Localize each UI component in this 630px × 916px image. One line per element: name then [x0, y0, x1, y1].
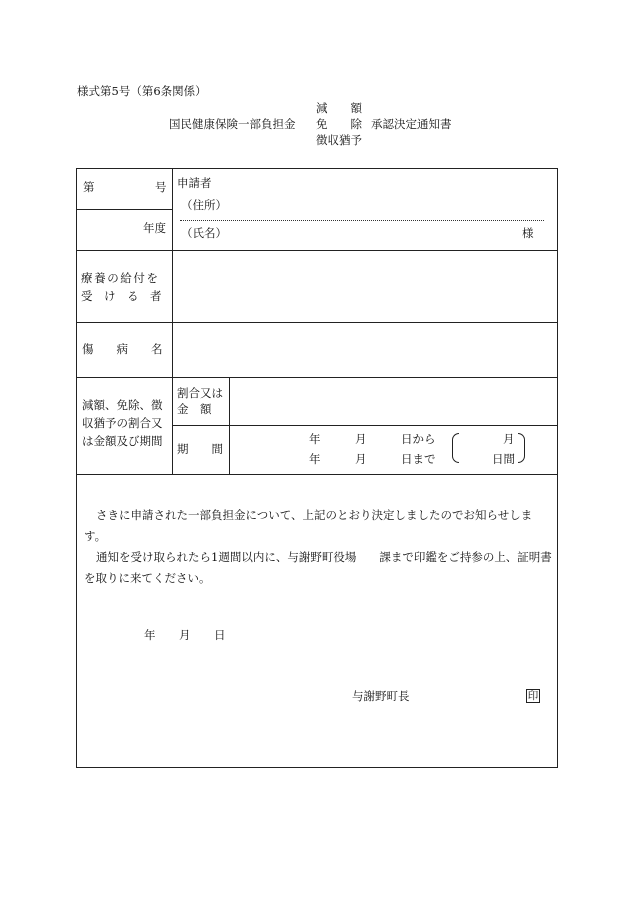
date-month: 月 — [179, 628, 191, 642]
number-label-right: 号 — [155, 180, 167, 194]
row-divider-2 — [76, 322, 558, 323]
name-label: （氏名） — [181, 226, 227, 240]
title-suffix: 承認決定通知書 — [371, 117, 452, 131]
row-divider-3 — [76, 377, 558, 378]
form-number: 様式第5号（第6条関係） — [77, 84, 207, 98]
reduction-label-line2: 収猶予の割合又 — [82, 416, 163, 430]
number-label-left: 第 — [83, 180, 95, 194]
period-to-year: 年 — [309, 452, 321, 466]
notice-paragraph-1: さきに申請された一部負担金について、上記のとおり決定しましたのでお知らせします。 — [84, 508, 533, 543]
row-divider-1 — [76, 250, 558, 251]
address-label: （住所） — [181, 198, 227, 212]
date-day: 日 — [214, 628, 226, 642]
reduction-label-line1: 減額、免除、徴 — [82, 398, 163, 412]
number-year-divider — [76, 209, 172, 210]
recipient-label-line2: 受 け る 者 — [81, 289, 162, 303]
issuer-name: 与謝野町長 — [352, 689, 410, 703]
sublabel-column-divider — [229, 377, 230, 475]
duration-days-unit: 日間 — [492, 452, 515, 466]
period-to-day: 日まで — [401, 452, 436, 466]
period-to-month: 月 — [355, 452, 367, 466]
reduction-label-line3: は金額及び期間 — [82, 434, 163, 448]
year-label: 年度 — [143, 221, 166, 235]
period-from-month: 月 — [355, 432, 367, 446]
left-paren-bracket — [452, 433, 459, 463]
duration-months-unit: 月 — [503, 432, 515, 446]
title-prefix: 国民健康保険一部負担金 — [169, 117, 296, 131]
right-paren-bracket — [518, 433, 525, 463]
honorific: 様 — [522, 226, 534, 240]
recipient-label-line1: 療養の給付を — [81, 271, 160, 285]
disease-label: 傷 病 名 — [82, 342, 163, 356]
period-from-year: 年 — [309, 432, 321, 446]
date-year: 年 — [144, 628, 156, 642]
applicant-label: 申請者 — [177, 176, 212, 190]
period-label: 期 間 — [177, 442, 223, 456]
address-dotted-line — [180, 220, 544, 221]
seal-mark: 印 — [527, 690, 539, 702]
ratio-label-line1: 割合又は — [177, 386, 223, 400]
title-option-exemption: 免 除 — [316, 117, 362, 131]
title-option-deferral: 徴収猶予 — [316, 133, 362, 147]
ratio-label-line2: 金 額 — [177, 402, 212, 416]
title-option-reduction: 減 額 — [316, 101, 362, 115]
label-column-divider — [172, 168, 173, 475]
notice-paragraph-2: 通知を受け取られたら1週間以内に、与謝野町役場 課まで印鑑をご持参の上、証明書を取りに来てください。 — [84, 550, 552, 585]
period-from-day: 日から — [401, 432, 436, 446]
